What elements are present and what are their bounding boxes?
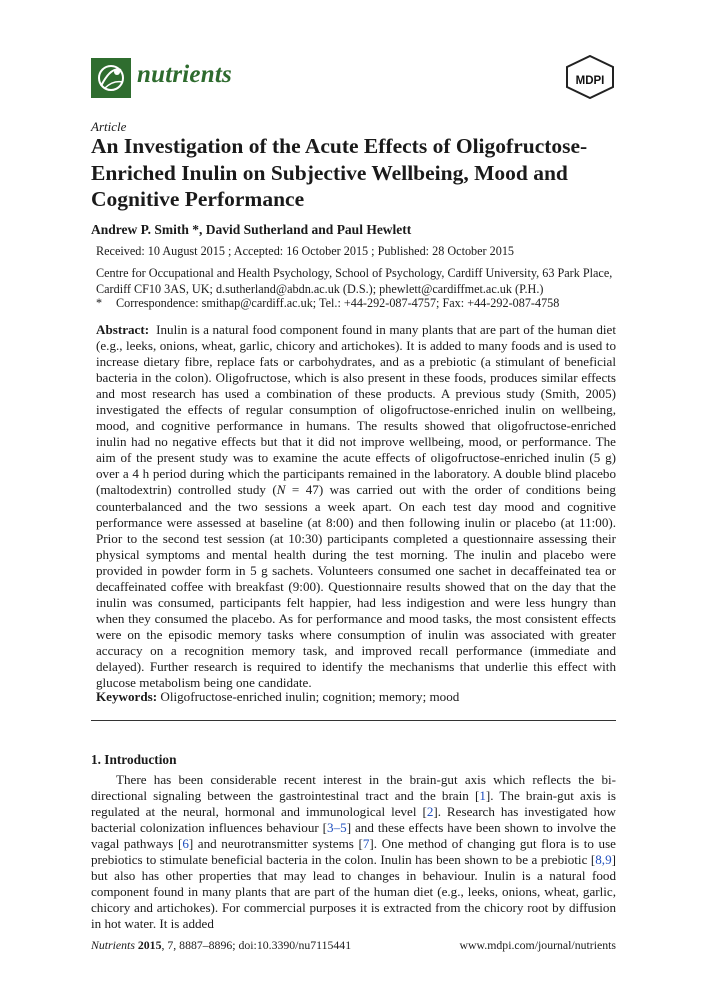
section-divider	[91, 720, 616, 721]
abstract-n-symbol: N	[276, 482, 286, 498]
footer-year: 2015	[137, 938, 162, 952]
citation-link[interactable]: 3–5	[327, 820, 347, 836]
intro-text: ] and neurotransmitter systems [	[188, 836, 363, 852]
intro-text: ] and these effects have been shown to involve the vagal pathways [	[91, 820, 616, 852]
journal-name[interactable]: nutrients	[137, 61, 232, 88]
publisher-name: MDPI	[575, 75, 605, 87]
author-list: Andrew P. Smith *, David Sutherland and Paul Hewlett	[91, 222, 412, 237]
article-title: An Investigation of the Acute Effects of Oligofructose-Enriched Inulin on Subjective Wellbeing, Mood and Cognitive Performance	[91, 134, 588, 211]
citation-link[interactable]: 1	[479, 788, 486, 804]
citation-link[interactable]: 6	[182, 836, 189, 852]
abstract-text-part1: Inulin is a natural food component found in many plants that are part of the human diet (e.g., leeks, onions, wheat, garlic, chicory and artichokes). It is added to many foods and is used to increase dietary fibre, replace fats or carbohydrates, and as a prebiotic (a stimulant of beneficial bacteria in the colon). Oligofructose, which is also present in these foods, produces similar effects and most research has used a combination of these products. A previous study (Smith, 2005) investigated the effects of regular consumption of oligofructose-enriched inulin on wellbeing, mood, and cognitive performance in humans. The results showed that oligofructose-enriched inulin had no negative effects but that it did not improve wellbeing, mood, or performance. The aim of the present study was to examine the acute effects of oligofructose-enriched inulin (5 g) over a 4 h period during which the participants remained in the laboratory. A double blind placebo (maltodextrin) controlled study (	[96, 322, 617, 498]
intro-text: ] but also has other properties that may lead to changes in behaviour. Inulin is a natural food component found in many plants that are part of the human diet (e.g., leeks, onions, wheat, garlic, chicory and artichokes). For commercial purposes it is extracted from the chicory root by diffusion in hot water. It is added	[91, 852, 616, 932]
abstract-text-part2: = 47) was carried out with the order of conditions being counterbalanced and the two sessions a week apart. On each test day mood and cognitive performance were assessed at baseline (at 8:00) and then following inulin or placebo (at 11:00). Prior to the second test session (at 10:30) participants completed a questionnaire assessing their physical symptoms and mental health during the test morning. The inulin and placebo were provided in powder form in 5 g sachets. Volunteers consumed one sachet in decaffeinated tea or decaffeinated coffee with breakfast (9:00). Questionnaire results showed that on the day that the inulin was consumed, participants felt happier, had less indigestion and were less hungry than when they consumed the placebo. As for performance and mood tasks, the most consistent effects were on the episodic memory tasks where consumption of inulin was associated with greater accuracy on a recognition memory task, and improved recall performance (immediate and delayed). Further research is required to identify the mechanisms that underlie this effect with glucose metabolism being one candidate.	[96, 482, 616, 691]
intro-text: There has been considerable recent interest in the brain-gut axis which reflects the bi-directional signaling between the gastrointestinal tract and the brain [	[91, 772, 616, 804]
correspondence	[96, 295, 626, 311]
publication-dates: Received: 10 August 2015 ; Accepted: 16 October 2015 ; Published: 28 October 2015	[96, 244, 515, 258]
footer-url[interactable]: www.mdpi.com/journal/nutrients	[459, 938, 616, 952]
footer-journal: Nutrients	[91, 938, 135, 952]
footer-citation	[91, 938, 351, 953]
abstract	[96, 322, 616, 691]
keywords	[96, 689, 616, 705]
intro-text: ]. Research has investigated how bacterial colonization influences behaviour [	[91, 804, 616, 836]
correspondence-text: Correspondence: smithap@cardiff.ac.uk; Tel.: +44-292-087-4757; Fax: +44-292-087-4758	[116, 296, 560, 310]
footer-volume-doi: , 7, 8887–8896; doi:10.3390/nu7115441	[161, 938, 352, 952]
journal-logo-icon	[91, 58, 131, 98]
correspondence-marker: *	[96, 296, 103, 310]
intro-text: ]. One method of changing gut flora is to use prebiotics to stimulate beneficial bacteria in the colon. Inulin has been shown to be a prebiotic [	[91, 836, 616, 868]
citation-link[interactable]: 8,9	[595, 852, 612, 868]
publisher-logo[interactable]	[565, 55, 615, 99]
article-type: Article	[91, 119, 127, 134]
introduction-paragraph	[91, 772, 616, 932]
abstract-label: Abstract:	[96, 322, 150, 337]
citation-link[interactable]: 2	[426, 804, 434, 820]
section-heading-introduction: 1. Introduction	[91, 752, 177, 767]
citation-link[interactable]: 7	[362, 836, 370, 852]
keywords-label: Keywords:	[96, 689, 158, 704]
keywords-text: Oligofructose-enriched inulin; cognition; memory; mood	[160, 689, 460, 704]
intro-text: ]. The brain-gut axis is regulated at the neural, hormonal and immunological level [	[91, 788, 616, 820]
affiliation: Centre for Occupational and Health Psychology, School of Psychology, Cardiff University, 63 Park Place, Cardiff CF10 3AS, UK; d.sutherland@abdn.ac.uk (D.S.); phewlett@cardiffmet.ac.uk (P.H.)	[96, 266, 613, 296]
